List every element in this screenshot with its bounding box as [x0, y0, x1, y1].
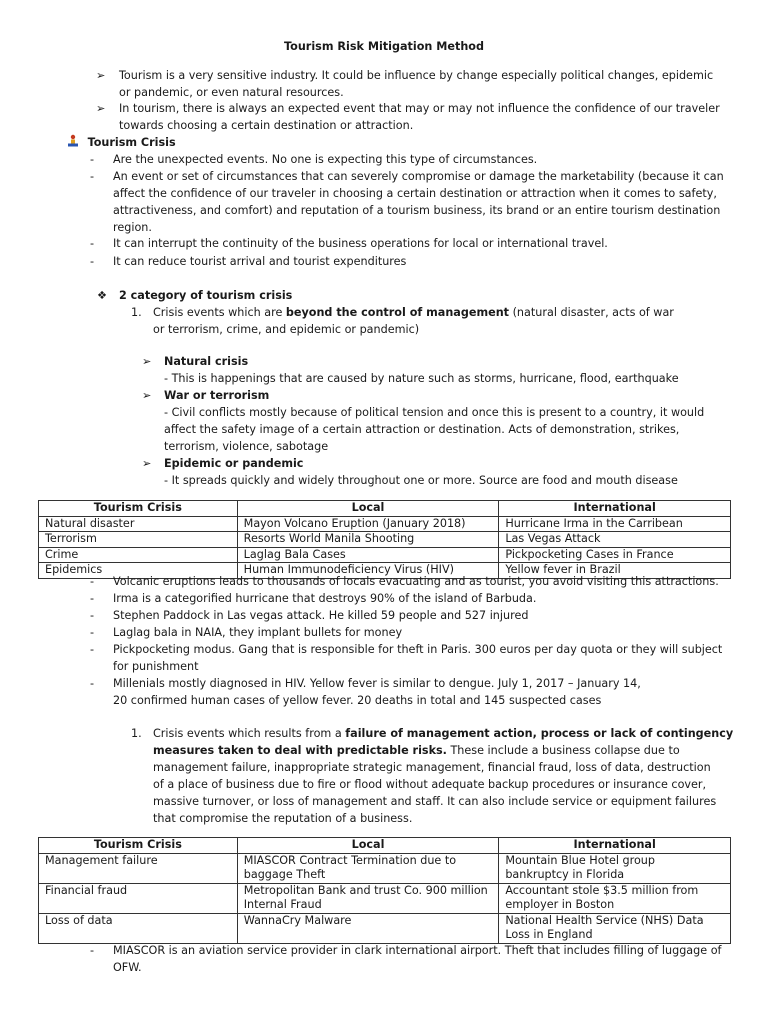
table-cell: Yellow fever in Brazil — [499, 563, 731, 579]
table-cell: Mayon Volcano Eruption (January 2018) — [237, 516, 499, 532]
column-header: Tourism Crisis — [39, 501, 238, 517]
page-title: Tourism Risk Mitigation Method — [284, 40, 484, 53]
list-item: Stephen Paddock in Las vegas attack. He killed 59 people and 527 injured — [113, 609, 529, 622]
table-cell: Natural disaster — [39, 516, 238, 532]
arrow-bullet-icon: ➢ — [142, 389, 152, 402]
crisis-examples-table-1 — [38, 500, 731, 579]
table-cell: Crime — [39, 547, 238, 563]
table-row — [39, 516, 731, 532]
subtype-natural-crisis: Natural crisis - This is happenings that are caused by nature such as storms, hurricane, flood, earthquake — [164, 355, 679, 385]
table-row — [39, 883, 731, 913]
list-item: Laglag bala in NAIA, they implant bullets for money — [113, 626, 403, 639]
table-row — [39, 913, 731, 943]
table-cell: Mountain Blue Hotel group bankruptcy in Florida — [499, 853, 731, 883]
table-cell: WannaCry Malware — [237, 913, 499, 943]
list-item: Irma is a categorified hurricane that destroys 90% of the island of Barbuda. — [113, 592, 537, 605]
table-cell: Terrorism — [39, 532, 238, 548]
section-heading: Tourism Crisis — [87, 136, 176, 149]
table-cell: MIASCOR Contract Termination due to baggage Theft — [237, 853, 499, 883]
dash-bullet: - — [90, 677, 95, 690]
table-row — [39, 547, 731, 563]
table-cell: National Health Service (NHS) Data Loss in England — [499, 913, 731, 943]
list-item: In tourism, there is always an expected event that may or may not influence the confidence of our traveler towards choosing a certain destination or attraction. — [119, 102, 720, 132]
dash-bullet: - — [90, 944, 95, 957]
list-item: Are the unexpected events. No one is expecting this type of circumstances. — [113, 153, 538, 166]
arrow-bullet-icon: ➢ — [142, 355, 152, 368]
dash-bullet: - — [90, 609, 95, 622]
dash-bullet: - — [90, 153, 95, 166]
table-cell: Laglag Bala Cases — [237, 547, 499, 563]
table-cell: Metropolitan Bank and trust Co. 900 million Internal Fraud — [237, 883, 499, 913]
table-row — [39, 532, 731, 548]
dash-bullet: - — [90, 626, 95, 639]
list-number: 1. — [131, 727, 142, 740]
list-item: Tourism is a very sensitive industry. It could be influence by change especially political changes, epidemic or pandemic, or even natural resources. — [119, 69, 714, 99]
dash-bullet: - — [90, 170, 95, 183]
subtype-war-terrorism: War or terrorism - Civil conflicts mostly because of political tension and once this is present to a country, it would affect the safety image of a certain attraction or destination. Acts of demonstration, strikes, terrorism, violence, sabotage — [164, 389, 705, 453]
table-cell: Epidemics — [39, 563, 238, 579]
list-item: An event or set of circumstances that can severely compromise or damage the marketability (because it can affect the confidence of our traveler in choosing a certain destination or attraction when it comes to safety, attractiveness, and comfort) and reputation of a tourism business, its brand or an entire tourism destination region. — [113, 170, 724, 234]
table-cell: Loss of data — [39, 913, 238, 943]
list-item: It can reduce tourist arrival and tourist expenditures — [113, 255, 407, 268]
diamond-bullet-icon: ❖ — [97, 289, 108, 302]
arrow-bullet-icon: ➢ — [96, 102, 106, 115]
column-header: International — [499, 501, 731, 517]
table-cell: Las Vegas Attack — [499, 532, 731, 548]
dash-bullet: - — [90, 255, 95, 268]
list-item: Pickpocketing modus. Gang that is responsible for theft in Paris. 300 euros per day quota or they will subject for punishment — [113, 643, 723, 673]
table-cell: Management failure — [39, 853, 238, 883]
table-cell: Resorts World Manila Shooting — [237, 532, 499, 548]
arrow-bullet-icon: ➢ — [96, 69, 106, 82]
column-header: International — [499, 838, 731, 854]
list-number: 1. — [131, 306, 142, 319]
category-heading: 2 category of tourism crisis — [119, 289, 293, 302]
list-item: Millenials mostly diagnosed in HIV. Yellow fever is similar to dengue. July 1, 2017 – January 14, 20 confirmed human cases of yellow fever. 20 deaths in total and 145 suspected cases — [113, 677, 641, 707]
table-header-row — [39, 501, 731, 517]
crisis-heading-row — [66, 134, 176, 151]
category-2-text: Crisis events which results from a failure of management action, process or lack of contingency measures taken to deal with predictable risks. These include a business collapse due to management failure, inappropriate strategic management, financial fraud, loss of data, destruction of a place of business due to fire or flood without adequate backup procedures or insurance cover, massive turnover, or loss of management and staff. It can also include service or equipment failures that compromise the reputation of a business. — [153, 727, 734, 825]
column-header: Tourism Crisis — [39, 838, 238, 854]
table-cell: Hurricane Irma in the Carribean — [499, 516, 731, 532]
list-item: It can interrupt the continuity of the business operations for local or international travel. — [113, 237, 608, 250]
arrow-bullet-icon: ➢ — [142, 457, 152, 470]
dash-bullet: - — [90, 237, 95, 250]
table-cell: Human Immunodeficiency Virus (HIV) — [237, 563, 499, 579]
dash-bullet: - — [90, 643, 95, 656]
column-header: Local — [237, 838, 499, 854]
subtype-epidemic: Epidemic or pandemic - It spreads quickly and widely throughout one or more. Source are food and mouth disease — [164, 457, 678, 487]
table-row — [39, 853, 731, 883]
dash-bullet: - — [90, 575, 95, 588]
column-header: Local — [237, 501, 499, 517]
table-cell: Financial fraud — [39, 883, 238, 913]
table-header-row — [39, 838, 731, 854]
person-icon — [66, 134, 80, 148]
crisis-examples-table-2 — [38, 837, 731, 944]
table-cell: Pickpocketing Cases in France — [499, 547, 731, 563]
list-item: MIASCOR is an aviation service provider in clark international airport. Theft that includes filling of luggage of OFW. — [113, 944, 722, 974]
table-cell: Accountant stole $3.5 million from employer in Boston — [499, 883, 731, 913]
dash-bullet: - — [90, 592, 95, 605]
category-1-text: Crisis events which are beyond the control of management (natural disaster, acts of war or terrorism, crime, and epidemic or pandemic) — [153, 306, 674, 336]
list-item: Volcanic eruptions leads to thousands of locals evacuating and as tourist, you avoid visiting this attractions. — [113, 575, 719, 588]
